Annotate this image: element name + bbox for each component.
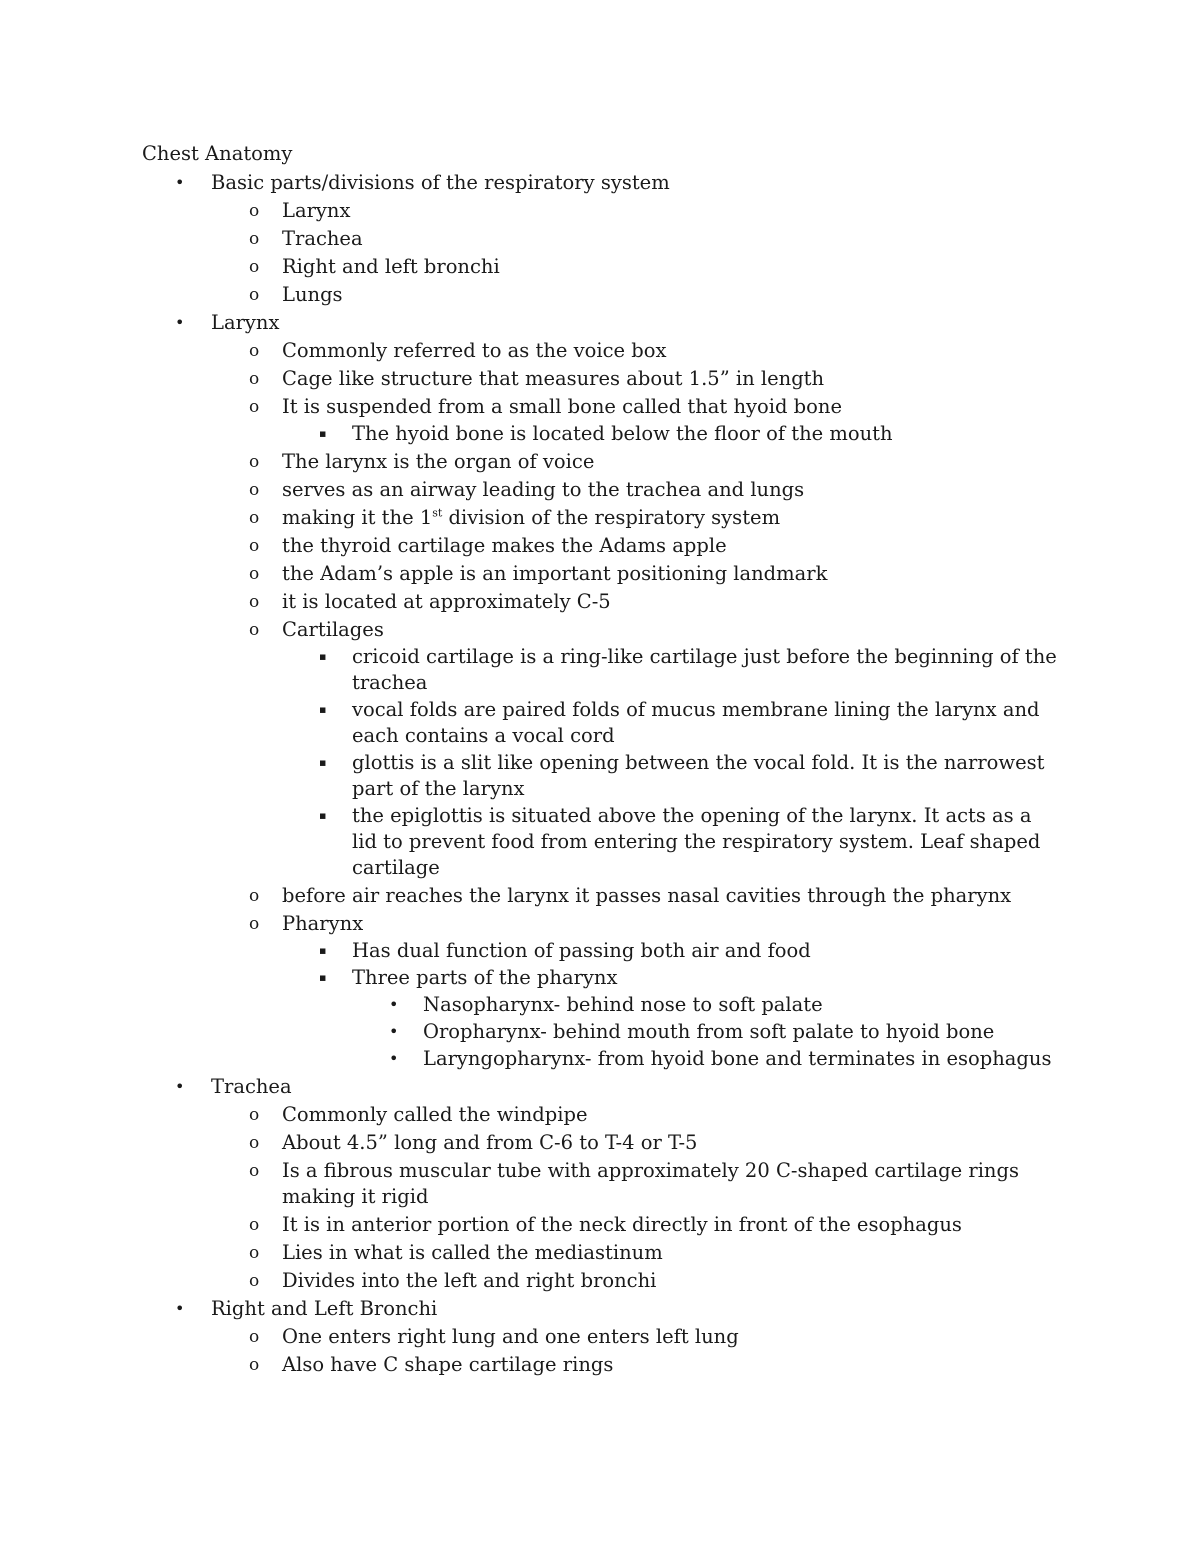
list-item <box>142 561 1062 587</box>
bullet-marker: o <box>249 592 260 612</box>
bullet-marker: o <box>249 397 260 417</box>
list-item-text: vocal folds are paired folds of mucus membrane lining the larynx and each contains a vocal cord <box>352 698 1040 747</box>
list-item-text: Commonly referred to as the voice box <box>282 339 667 362</box>
list-item <box>142 1268 1062 1294</box>
bullet-marker: o <box>249 201 260 221</box>
bullet-marker: o <box>249 536 260 556</box>
list-item <box>142 338 1062 364</box>
list-item-text: glottis is a slit like opening between the vocal fold. It is the narrowest part of the larynx <box>352 751 1045 800</box>
bullet-marker: o <box>249 341 260 361</box>
bullet-marker: ▪ <box>319 703 327 716</box>
list-item <box>142 750 1062 802</box>
list-item <box>142 533 1062 559</box>
list-item-text: Trachea <box>211 1075 292 1098</box>
list-item <box>142 310 1062 336</box>
list-item-text: Lies in what is called the mediastinum <box>282 1241 663 1264</box>
list-item <box>142 1046 1062 1072</box>
list-item-text: the Adam’s apple is an important positioning landmark <box>282 562 828 585</box>
list-item-text: before air reaches the larynx it passes nasal cavities through the pharynx <box>282 884 1012 907</box>
list-item <box>142 911 1062 937</box>
list-item-text: Commonly called the windpipe <box>282 1103 588 1126</box>
list-item <box>142 883 1062 909</box>
list-item <box>142 1212 1062 1238</box>
list-item-text: Divides into the left and right bronchi <box>282 1269 657 1292</box>
list-item <box>142 170 1062 196</box>
list-item-text: It is in anterior portion of the neck directly in front of the esophagus <box>282 1213 962 1236</box>
bullet-marker: ▪ <box>319 427 327 440</box>
list-item-text: Is a fibrous muscular tube with approximately 20 C-shaped cartilage rings making it rigid <box>282 1159 1019 1208</box>
list-item <box>142 254 1062 280</box>
list-item-text: It is suspended from a small bone called that hyoid bone <box>282 395 842 418</box>
list-item-text: cricoid cartilage is a ring-like cartilage just before the beginning of the trachea <box>352 645 1057 694</box>
list-item <box>142 992 1062 1018</box>
bullet-marker: o <box>249 1355 260 1375</box>
list-item <box>142 449 1062 475</box>
list-item <box>142 697 1062 749</box>
list-item-text: One enters right lung and one enters left lung <box>282 1325 739 1348</box>
bullet-marker: o <box>249 508 260 528</box>
list-item <box>142 1240 1062 1266</box>
list-item-text: Has dual function of passing both air and food <box>352 939 811 962</box>
bullet-marker: o <box>249 564 260 584</box>
bullet-marker: o <box>249 285 260 305</box>
bullet-marker: o <box>249 620 260 640</box>
bullet-marker: o <box>249 914 260 934</box>
bullet-marker: o <box>249 369 260 389</box>
list-item-text: Laryngopharynx- from hyoid bone and terminates in esophagus <box>423 1047 1052 1070</box>
document-title: Chest Anatomy <box>142 142 293 165</box>
bullet-marker: o <box>249 1105 260 1125</box>
list-item <box>142 394 1062 420</box>
list-item <box>142 1019 1062 1045</box>
list-item <box>142 198 1062 224</box>
list-item-text: serves as an airway leading to the trachea and lungs <box>282 478 805 501</box>
bullet-marker: ▪ <box>319 650 327 663</box>
bullet-marker: • <box>175 313 185 332</box>
list-item <box>142 282 1062 308</box>
list-item-text: Basic parts/divisions of the respiratory system <box>211 171 670 194</box>
list-item-text: Lungs <box>282 283 343 306</box>
list-item-text: the thyroid cartilage makes the Adams apple <box>282 534 727 557</box>
bullet-marker: • <box>389 995 399 1014</box>
bullet-marker: o <box>249 1271 260 1291</box>
list-item-text: Larynx <box>282 199 351 222</box>
list-item-text: Right and left bronchi <box>282 255 500 278</box>
list-item <box>142 589 1062 615</box>
bullet-marker: • <box>175 1299 185 1318</box>
list-item <box>142 505 1062 531</box>
list-item <box>142 1158 1062 1210</box>
list-item-text: Pharynx <box>282 912 364 935</box>
list-item-text: The hyoid bone is located below the floor of the mouth <box>352 422 893 445</box>
bullet-marker: o <box>249 1133 260 1153</box>
bullet-marker: • <box>389 1022 399 1041</box>
list-item-text: Nasopharynx- behind nose to soft palate <box>423 993 823 1016</box>
document-page <box>142 140 1062 1378</box>
list-item-text: Cage like structure that measures about 1.5” in length <box>282 367 825 390</box>
list-item-text: it is located at approximately C-5 <box>282 590 611 613</box>
list-item-text: Three parts of the pharynx <box>352 966 618 989</box>
bullet-marker: o <box>249 452 260 472</box>
bullet-marker: o <box>249 886 260 906</box>
list-item <box>142 226 1062 252</box>
list-item <box>142 938 1062 964</box>
bullet-marker: o <box>249 480 260 500</box>
list-item <box>142 477 1062 503</box>
list-item <box>142 1296 1062 1322</box>
bullet-marker: ▪ <box>319 809 327 822</box>
list-item-text: Right and Left Bronchi <box>211 1297 438 1320</box>
bullet-marker: ▪ <box>319 971 327 984</box>
list-item <box>142 421 1062 447</box>
list-item <box>142 1074 1062 1100</box>
list-item-text: the epiglottis is situated above the opening of the larynx. It acts as a lid to prevent food from entering the respiratory system. Leaf shaped cartilage <box>352 804 1041 879</box>
list-item <box>142 803 1062 881</box>
list-item <box>142 1130 1062 1156</box>
bullet-marker: ▪ <box>319 944 327 957</box>
list-item <box>142 1324 1062 1350</box>
list-item <box>142 965 1062 991</box>
list-item-text: About 4.5” long and from C-6 to T-4 or T-5 <box>282 1131 698 1154</box>
bullet-marker: • <box>175 173 185 192</box>
bullet-marker: o <box>249 1161 260 1181</box>
list-item-text: Larynx <box>211 311 280 334</box>
list-item-text-continued: division of the respiratory system <box>442 506 781 529</box>
bullet-marker: • <box>389 1049 399 1068</box>
list-item-text: Cartilages <box>282 618 384 641</box>
superscript: st <box>432 506 443 520</box>
bullet-marker: ▪ <box>319 756 327 769</box>
bullet-outline <box>142 170 1062 1378</box>
list-item <box>142 1102 1062 1128</box>
bullet-marker: o <box>249 1327 260 1347</box>
bullet-marker: o <box>249 257 260 277</box>
bullet-marker: o <box>249 1215 260 1235</box>
list-item <box>142 644 1062 696</box>
list-item-text: Oropharynx- behind mouth from soft palate to hyoid bone <box>423 1020 995 1043</box>
bullet-marker: o <box>249 1243 260 1263</box>
list-item-text: Also have C shape cartilage rings <box>282 1353 614 1376</box>
bullet-marker: o <box>249 229 260 249</box>
list-item-text: The larynx is the organ of voice <box>282 450 595 473</box>
list-item-text: making it the 1 <box>282 506 433 529</box>
list-item <box>142 366 1062 392</box>
bullet-marker: • <box>175 1077 185 1096</box>
list-item <box>142 617 1062 643</box>
list-item-text: Trachea <box>282 227 363 250</box>
list-item <box>142 1352 1062 1378</box>
